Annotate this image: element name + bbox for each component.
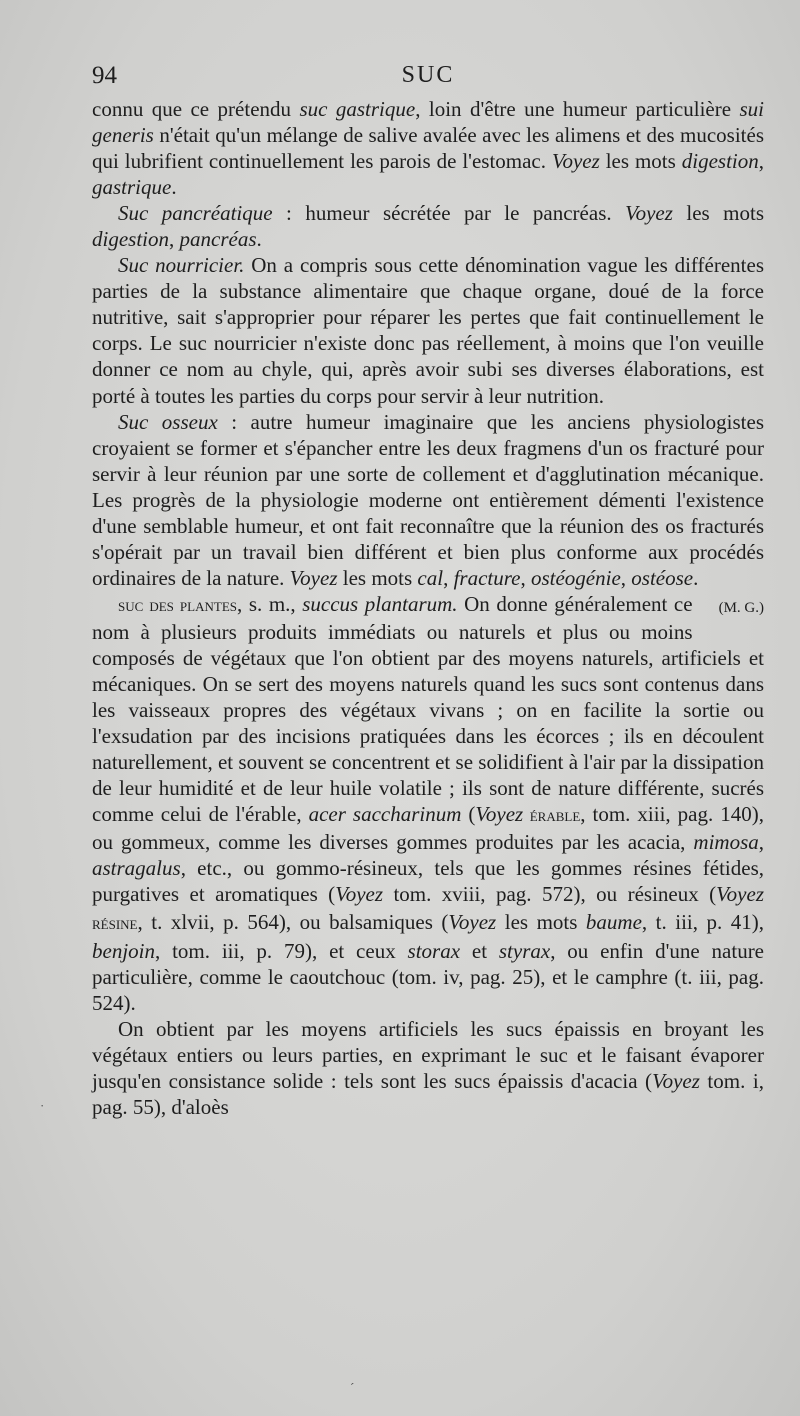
print-speck: · <box>40 1098 45 1113</box>
paragraph-suc-pancreatique: Suc pancréatique : humeur sécrétée par le pancréas. Voyez les mots digestion, pancréas. <box>92 201 764 252</box>
paragraph-suc-des-plantes: suc des plantes, s. m., succus plantarum. On donne généralement ce nom à plusieurs produits immédiats ou naturels et plus ou moins composés de végétaux que l'on obtient par des moyens naturels, artificiels et mécaniques. On se sert des moyens naturels quand les sucs sont contenus dans les vaisseaux propres des végétaux vivans ; on en facilite la sortie ou l'exsudation par des incisions pratiquées dans les écorces ; ils en découlent naturellement, et souvent se concentrent et se solidifient à l'air par la dissipation de leur humidité et de leur huile volatile ; ils sont de nature différente, sucrés comme celui de l'érable, acer saccharinum (Voyez érable, tom. xiii, pag. 140), ou gommeux, comme les diverses gommes produites par les acacia, mimosa, astragalus, etc., ou gommo-résineux, tels que les gommes résines fétides, purgatives et aromatiques (Voyez tom. xviii, pag. 572), ou résineux (Voyez résine, t. xlvii, p. 564), ou balsamiques (Voyez les mots baume, t. iii, p. 41), benjoin, tom. iii, p. 79), et ceux storax et styrax, ou enfin d'une nature particulière, comme le caoutchouc (tom. iv, pag. 25), et le camphre (t. iii, pag. 524). <box>92 591 765 1015</box>
paragraph-suc-osseux: Suc osseux : autre humeur imaginaire que les anciens physiologistes croyaient se former et s'épancher entre les deux fragmens d'un os fracturé pour servir à leur réunion par une sorte de collement et d'agglutination mécanique. Les progrès de la physiologie moderne ont entièrement démenti l'existence d'une semblable humeur, et ont fait reconnaître que la réunion des os fracturés s'opérait par un travail bien différent et bien plus conforme aux procédés ordinaires de la nature. Voyez les mots cal, fracture, ostéogénie, ostéose. (M. G.) <box>92 409 764 591</box>
page-number: 94 <box>92 62 117 89</box>
paragraph-moyens-artificiels: On obtient par les moyens artificiels les sucs épaissis en broyant les végétaux entiers ou leurs parties, en exprimant le suc et le faisant évaporer jusqu'en consistance solide : tels sont les sucs épaissis d'acacia (Voyez tom. i, pag. 55), d'aloès <box>92 1016 764 1119</box>
entry-term: Suc pancréatique <box>118 201 273 226</box>
entry-term: Suc osseux <box>118 409 218 434</box>
entry-term: Suc nourricier. <box>118 253 245 278</box>
print-speck: ˊ <box>350 1380 355 1395</box>
entry-heading: suc des plantes <box>118 594 237 616</box>
paragraph-suc-nourricier: Suc nourricier. On a compris sous cette dénomination vague les différentes parties de la substance alimentaire que chaque organe, doué de la force nutritive, sait s'approprier pour réparer les pertes que fait continuellement le corps. Le suc nourricier n'existe donc pas réellement, à moins que l'on veuille donner ce nom au chyle, qui, après avoir subi ses diverses élaborations, est porté à toutes les parties du corps pour servir à leur nutrition. <box>92 253 764 408</box>
body-text <box>92 96 764 1120</box>
running-head: SUC <box>401 62 455 88</box>
author-attribution: (M. G.) <box>718 599 764 616</box>
page-header <box>92 62 764 94</box>
paragraph-suc-gastrique: connu que ce prétendu suc gastrique, loin d'être une humeur particulière sui generis n'était qu'un mélange de salive avalée avec les alimens et des mucosités qui lubrifient continuellement les parois de l'estomac. Voyez les mots digestion, gastrique. <box>92 97 764 200</box>
